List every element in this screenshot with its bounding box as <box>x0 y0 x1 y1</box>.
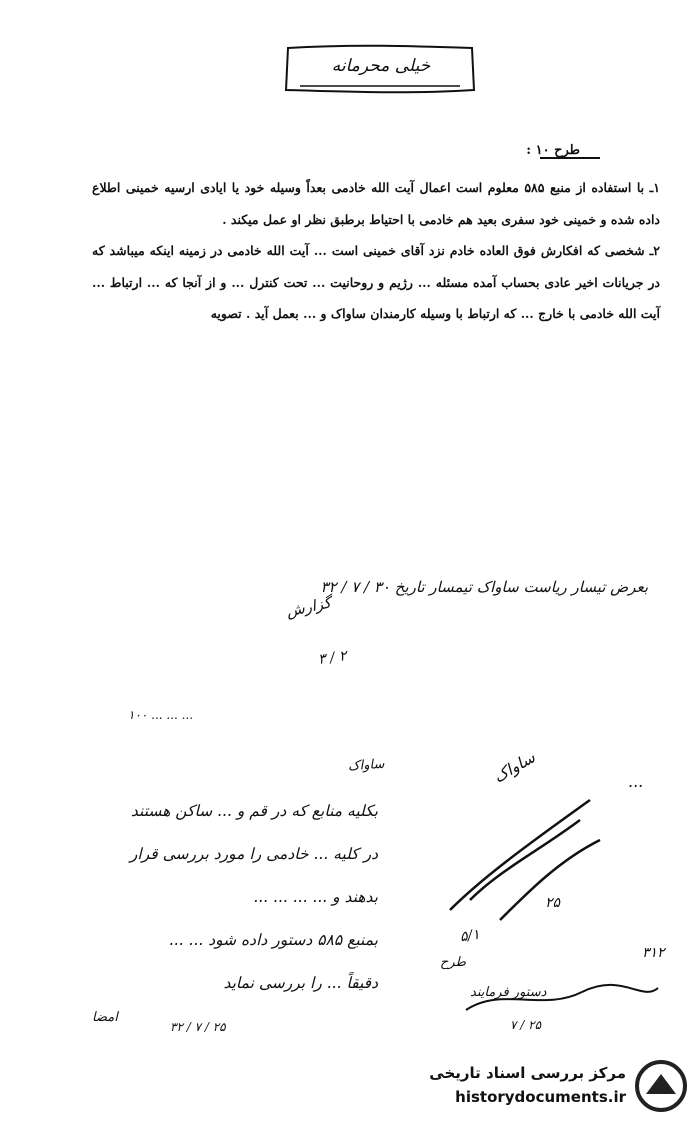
document-body <box>92 172 660 330</box>
signature-scribble <box>440 790 610 930</box>
watermark <box>420 1056 692 1116</box>
handwritten-line: بمنبع ۵۸۵ دستور داده شود ... ... <box>168 931 378 949</box>
handwritten-line: دقیقاً ... را بررسی نماید <box>223 974 378 992</box>
handwritten-signature: امضا <box>92 1010 118 1025</box>
signature-scribble <box>462 982 662 1018</box>
handwritten-number: ۲۵ <box>545 895 561 911</box>
handwritten-instruction-block <box>92 790 378 1005</box>
paragraph-1: ۱ـ با استفاده از منبع ۵۸۵ معلوم است اعمال آیت الله خادمی بعداً وسیله خود یا ایادی ارسیه خمینی اطلاع داده شده و خمینی خود سفری بعید هم خادمی با احتیاط برطبق نظر او عمل میکند . <box>92 180 660 227</box>
handwritten-line: در کلیه ... خادمی را مورد بررسی قرار <box>129 845 378 863</box>
handwritten-number: ۵/۱ <box>458 926 481 946</box>
handwritten-number: ۳۱۲ <box>642 945 665 961</box>
handwritten-note: گزارش <box>284 593 333 621</box>
document-title: خیلی محرمانه <box>331 56 431 76</box>
watermark-url: historydocuments.ir <box>455 1088 626 1106</box>
subject-heading: طرح ۱۰ : <box>526 143 580 158</box>
watermark-name: مرکز بررسی اسناد تاریخی <box>429 1064 626 1082</box>
report-line: بعرض تیسار ریاست ساواک تیمسار تاریخ ۳۰ / ۷ / ۳۲ <box>320 578 648 596</box>
classification-stamp <box>282 42 478 96</box>
handwritten-signature: دستور فرمایند <box>470 985 547 1000</box>
handwritten-note: ۲ / ۳ <box>317 648 348 668</box>
handwritten-signature: ساواک <box>490 747 539 787</box>
handwritten-note: طرح <box>440 955 466 970</box>
handwritten-note: ساواک <box>347 756 385 775</box>
archive-logo-icon <box>632 1060 690 1112</box>
handwritten-note: ... ... ... ۱۰۰ <box>128 708 194 722</box>
subject-underline <box>540 156 600 160</box>
handwritten-mark: ... <box>628 772 644 791</box>
paragraph-2: ۲ـ شخصی که افکارش فوق العاده خادم نزد آقای خمینی است ... آیت الله خادمی در زمینه اینکه میباشد که در جریانات اخیر عادی بحساب آمده مسئله ... رژیم و روحانیت ... تحت کنترل ... و از آنجا که ... ارتباط ... آیت الله خادمی با خارج ... که ارتباط با وسیله کارمندان ساواک و ... بعمل آید . تصویه <box>92 243 660 321</box>
handwritten-date: ۲۵ / ۷ / ۳۲ <box>170 1020 226 1034</box>
handwritten-date: ۲۵ / ۷ <box>510 1018 542 1032</box>
handwritten-line: بدهند و ... ... ... ... <box>253 888 378 906</box>
handwritten-line: بکلیه منابع که در قم و ... ساکن هستند <box>130 802 378 820</box>
